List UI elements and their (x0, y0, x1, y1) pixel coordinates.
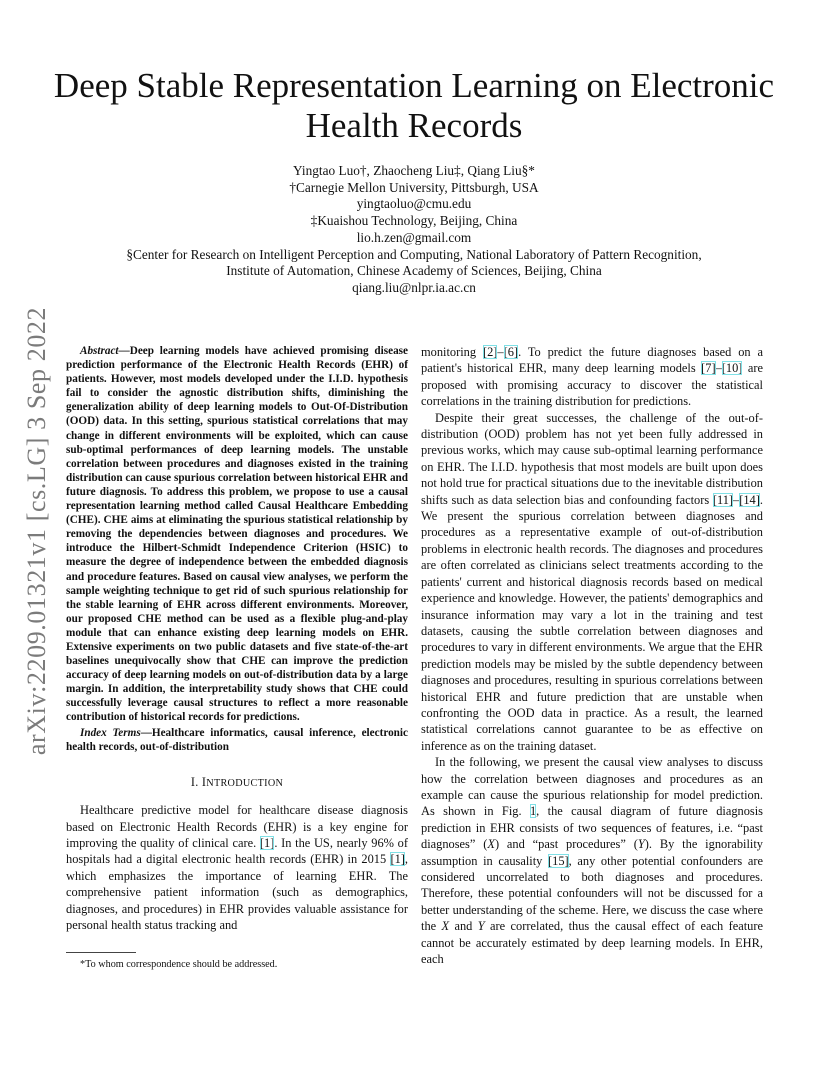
footnote-divider (66, 952, 136, 953)
abstract-text: —Deep learning models have achieved promising disease prediction performance of the Electronic Health Records (EHR) of patients. However, most models developed under the I.I.D. hypothesis fail to consider the agnostic distribution shifts, diminishing the generalization ability of deep learning models to Out-Of-Distribution (OOD) data. In this setting, spurious statistical correlations that may change in different environments will be exploited, which can cause sub-optimal performances of deep learning models. The unstable correlation between procedures and diagnoses existed in the training distribution can cause spurious correlation between historical EHR and future diagnosis. To address this problem, we propose to use a causal representation learning method called Causal Healthcare Embedding (CHE). CHE aims at eliminating the spurious statistical relationship by removing the dependencies between diagnoses and procedures. We introduce the Hilbert-Schmidt Independence Criterion (HSIC) to measure the degree of independence between the embedded diagnosis and procedure features. Based on causal view analyses, we perform the sample weighting technique to get rid of such spurious relationship for the stable learning of EHR across different environments. Moreover, our proposed CHE method can be used as a flexible plug-and-play module that can enhance existing deep learning models on EHR. Extensive experiments on two public datasets and five state-of-the-art baselines unequivocally show that CHE can improve the prediction accuracy of deep learning models on out-of-distribution data by a large margin. In addition, the interpretability study shows that CHE could successfully leverage causal structures to reflect a more reasonable contribution of historical records for predictions. (66, 345, 408, 724)
author-names: Yingtao Luo†, Zhaocheng Liu‡, Qiang Liu§* (293, 163, 535, 178)
footnote: *To whom correspondence should be addressed. (80, 959, 278, 970)
title-line-1: Deep Stable Representation Learning on Electronic (53, 66, 775, 105)
email-1: yingtaoluo@cmu.edu (356, 196, 472, 212)
figure-link[interactable]: 1 (529, 804, 537, 819)
right-paragraph-3: In the following, we present the causal view analyses to discuss how the correlation between diagnoses and procedures as an example can cause the spurious relationship for model prediction. As shown in Fig. 1, the causal diagram of future diagnosis prediction in EHR consists of two sequences of features, i.e. “past diagnoses” (X) and “past procedures” (Y). By the ignorability assumption in causality [15], any other potential confounders are considered uncorrelated to both diagnoses and procedures. Therefore, these potential confounders will not be discussed for a better understanding of the scheme. Here, we discuss the case where the X and Y are correlated, thus the causal effect of each feature cannot be accurately estimated by deep learning models. In EHR, each (421, 755, 764, 967)
affiliation-3a: §Center for Research on Intelligent Perception and Computing, National Laboratory of Pattern Recognition, (126, 246, 702, 262)
email-3: qiang.liu@nlpr.ia.ac.cn (352, 279, 476, 295)
affiliation-2: ‡Kuaishou Technology, Beijing, China (310, 213, 518, 229)
arxiv-stamp-text: arXiv:2209.01321v1 [cs.LG] 3 Sep 2022 (22, 306, 52, 756)
paper-title (0, 66, 828, 146)
title-line-2: Health Records (305, 106, 523, 145)
affiliation-3b: Institute of Automation, Chinese Academy of Sciences, Beijing, China (226, 263, 602, 279)
right-paragraph-2: Despite their great successes, the challenge of the out-of-distribution (OOD) problem has not yet been fully addressed in previous works, which may cause sub-optimal learning performance on EHR. The I.I.D. hypothesis that most models are built upon does not hold true for practical situations due to the inevitable distribution shifts such as data selection bias and confounding factors [11]–[14]. We present the spurious correlation between diagnoses and procedures as a representative example of out-of-distribution problems in electronic health records. The diagnoses and procedures are often correlated as clinicians select treatments according to the patients' current and historical diagnosis records based on medical experience and knowledge. However, the patients' demographics and insurance information may vary a lot in the training and test datasets, causing the subtle correlation between diagnoses and procedures to vary in different environments. We argue that the EHR prediction models may be misled by the subtle dependency between diagnoses and procedures, resulting in spurious correlations between historical EHR and future prediction that are unstable when confronting the OOD data in practice. As a result, the learned statistical correlations cannot guarantee to be as effective on inference as on the training dataset. (421, 410, 764, 753)
affiliation-1: †Carnegie Mellon University, Pittsburgh, USA (289, 179, 539, 195)
email-2: lio.h.zen@gmail.com (356, 229, 472, 245)
section-heading-introduction: I. INTRODUCTION (190, 774, 284, 789)
author-block (60, 163, 768, 297)
intro-paragraph-1: Healthcare predictive model for healthcare disease diagnosis based on Electronic Health Records (EHR) is a key engine for improving the quality of clinical care. [1]. In the US, nearly 96% of hospitals had a digital electronic health records (EHR) in 2015 [1], which emphasizes the importance of learning EHR. The comprehensive patient information (such as demographics, diagnoses, and procedures) in EHR provides valuable assistance for personal health status tracking and (66, 803, 408, 932)
citation-link[interactable]: [2] (482, 345, 498, 359)
index-terms-lead: Index Terms (80, 726, 141, 739)
index-terms-text: —Healthcare informatics, causal inference, electronic health records, out-of-distribution (66, 726, 408, 753)
abstract (66, 344, 408, 725)
right-paragraph-1: monitoring [2]–[6]. To predict the future diagnoses based on a patient's historical EHR, many deep learning models [7]–[10] are proposed with promising accuracy to discover the statistical correlations in the training distribution for predictions. (421, 345, 763, 409)
arxiv-stamp (8, 296, 66, 766)
citation-link[interactable]: [7] (701, 361, 716, 376)
citation-link[interactable]: [10] (721, 361, 743, 376)
citation-link[interactable]: [14] (739, 492, 760, 507)
index-terms (66, 726, 408, 754)
abstract-lead: Abstract (80, 345, 119, 357)
citation-link[interactable]: [15] (548, 853, 569, 868)
citation-link[interactable]: [11] (712, 492, 734, 507)
right-column (421, 344, 763, 967)
citation-link[interactable]: [1] (259, 835, 275, 850)
citation-link[interactable]: [1] (390, 852, 405, 867)
left-column (66, 344, 408, 933)
citation-link[interactable]: [6] (503, 345, 519, 359)
